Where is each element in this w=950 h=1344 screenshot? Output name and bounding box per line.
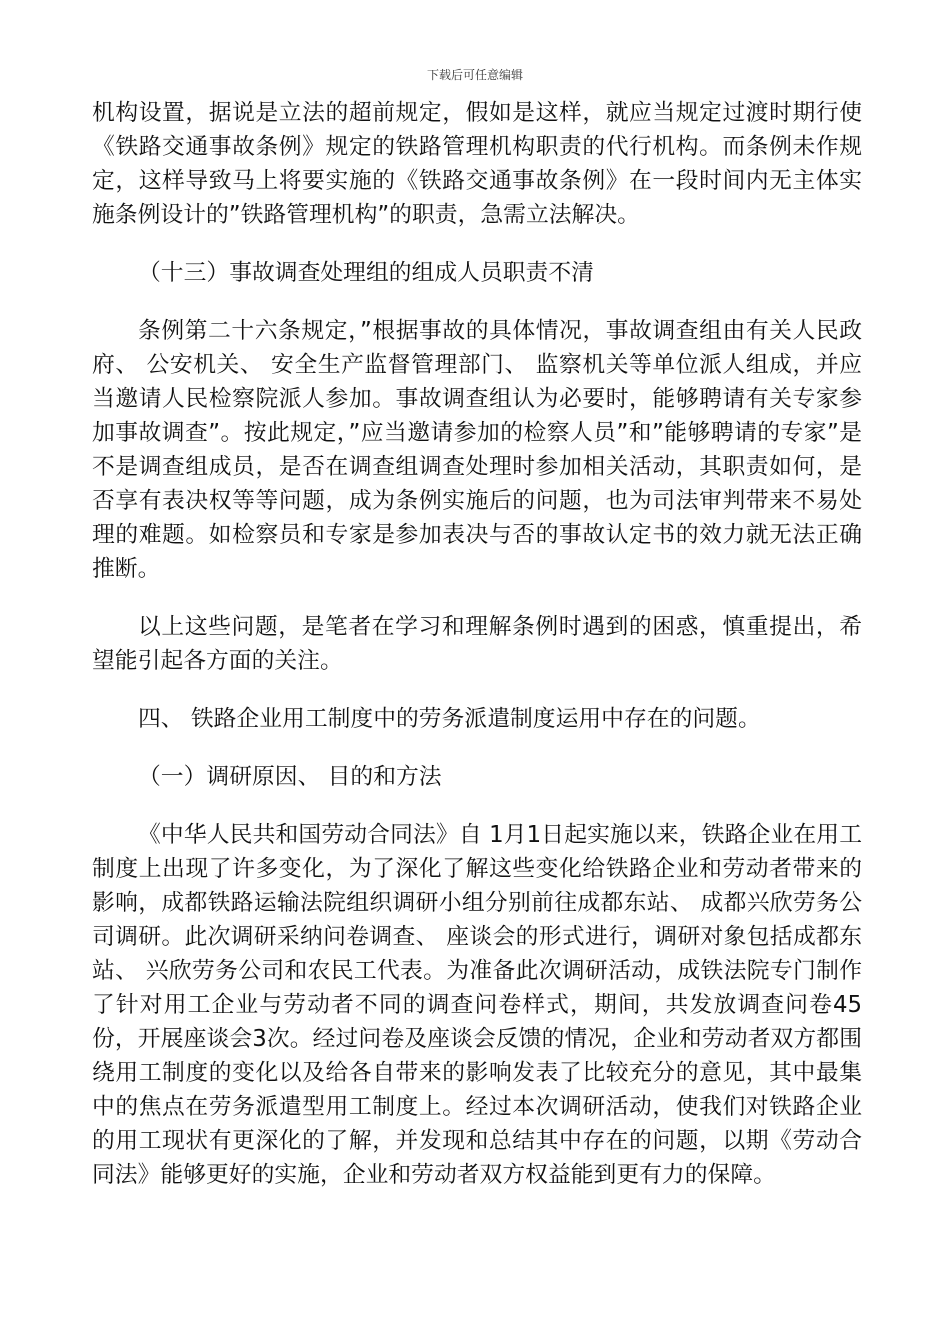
section-heading-13: （十三）事故调查处理组的组成人员职责不清 — [138, 260, 594, 286]
paragraph-conclusion: 以上这些问题，是笔者在学习和理解条例时遇到的困惑，慎重提出，希望能引起各方面的关注。 — [92, 614, 862, 674]
paragraph-article-26: 条例第二十六条规定，”根据事故的具体情况，事故调查组由有关人民政府、 公安机关、 安全生产监督管理部门、 监察机关等单位派人组成，并应当邀请人民检察院派人参加。事故调查组认为必要时，能够聘请有关专家参加事故调查”。按此规定，”应当邀请参加的检察人员”和”能够聘请的专家”是不是调查组成员，是否在调查组调查处理时参加相关活动，其职责如何，是否享有表决权等等问题，成为条例实施后的问题，也为司法审判带来不易处理的难题。如检察员和专家是参加表决与否的事故认定书的效力就无法正确推断。 — [92, 318, 862, 582]
paragraph-research: 《中华人民共和国劳动合同法》自 1月1日起实施以来，铁路企业在用工制度上出现了许多变化，为了深化了解这些变化给铁路企业和劳动者带来的影响，成都铁路运输法院组织调研小组分别前往成都东站、 成都兴欣劳务公司调研。此次调研采纳问卷调查、 座谈会的形式进行，调研对象包括成都东站、 兴欣劳务公司和农民工代表。为准备此次调研活动，成铁法院专门制作了针对用工企业与劳动者不同的调查问卷样式，期间，共发放调查问卷45份，开展座谈会3次。经过问卷及座谈会反馈的情况，企业和劳动者双方都围绕用工制度的变化以及给各自带来的影响发表了比较充分的意见，其中最集中的焦点在劳务派遣型用工制度上。经过本次调研活动，使我们对铁路企业的用工现状有更深化的了解，并发现和总结其中存在的问题，以期《劳动合同法》能够更好的实施，企业和劳动者双方权益能到更有力的保障。 — [92, 822, 862, 1188]
document-body — [92, 96, 862, 1192]
page-header: 下载后可任意编辑 — [426, 68, 523, 82]
paragraph-continuation: 机构设置，据说是立法的超前规定，假如是这样，就应当规定过渡时期行使《铁路交通事故条例》规定的铁路管理机构职责的代行机构。而条例未作规定，这样导致马上将要实施的《铁路交通事故条例》在一段时间内无主体实施条例设计的”铁路管理机构”的职责，急需立法解决。 — [92, 100, 862, 228]
subsection-heading-1: （一）调研原因、 目的和方法 — [138, 764, 442, 790]
section-heading-4: 四、 铁路企业用工制度中的劳务派遣制度运用中存在的问题。 — [138, 706, 761, 732]
